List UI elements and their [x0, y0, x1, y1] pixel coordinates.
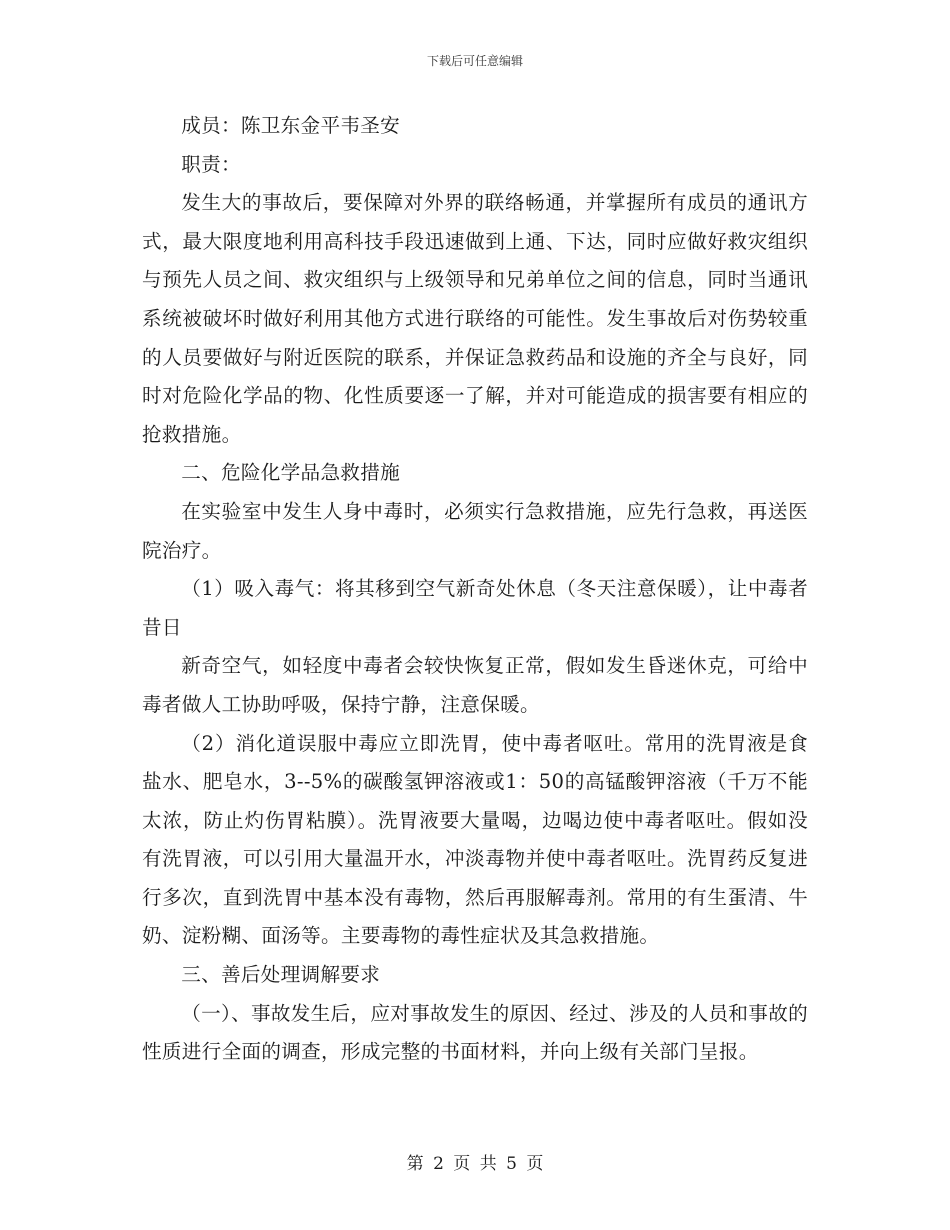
section-heading-first-aid: 二、危险化学品急救措施: [181, 461, 401, 485]
paragraph-members: 成员：陈卫东金平韦圣安: [181, 114, 401, 137]
paragraph-first-aid-intro: 在实验室中发生人身中毒时，必须实行急救措施，应先行急救，再送医院治疗。: [142, 499, 808, 562]
paragraph-ingestion: （2）消化道误服中毒应立即洗胃，使中毒者呕吐。常用的洗胃液是食盐水、肥皂水，3--5%的碳酸氢钾溶液或1：50的高锰酸钾溶液（千万不能太浓，防止灼伤胃粘膜）。洗胃液要大量喝，边喝边使中毒者呕吐。假如没有洗胃液，可以引用大量温开水，冲淡毒物并使中毒者呕吐。洗胃药反复进行多次，直到洗胃中基本没有毒物，然后再服解毒剂。常用的有生蛋清、牛奶、淀粉糊、面汤等。主要毒物的毒性症状及其急救措施。: [142, 731, 808, 948]
document-body: [142, 107, 808, 1072]
section-heading-aftermath: 三、善后处理调解要求: [181, 963, 381, 987]
paragraph-duties: 发生大的事故后，要保障对外界的联络畅通，并掌握所有成员的通讯方式，最大限度地利用高科技手段迅速做到上通、下达，同时应做好救灾组织与预先人员之间、救灾组织与上级领导和兄弟单位之间的信息，同时当通讯系统被破坏时做好利用其他方式进行联络的可能性。发生事故后对伤势较重的人员要做好与附近医院的联系，并保证急救药品和设施的齐全与良好，同时对危险化学品的物、化性质要逐一了解，并对可能造成的损害要有相应的抢救措施。: [142, 191, 808, 446]
paragraph-investigation: （一）、事故发生后，应对事故发生的原因、经过、涉及的人员和事故的性质进行全面的调查，形成完整的书面材料，并向上级有关部门呈报。: [142, 1001, 808, 1064]
page-number: 第 2 页 共 5 页: [406, 1154, 544, 1174]
paragraph-inhalation: （1）吸入毒气：将其移到空气新奇处休息（冬天注意保暖），让中毒者昔日: [142, 577, 808, 639]
paragraph-fresh-air: 新奇空气，如轻度中毒者会较快恢复正常，假如发生昏迷休克，可给中毒者做人工协助呼吸，保持宁静，注意保暖。: [142, 654, 808, 716]
paragraph-duties-label: 职责：: [181, 152, 241, 176]
page-header-note: 下载后可任意编辑: [426, 54, 523, 68]
